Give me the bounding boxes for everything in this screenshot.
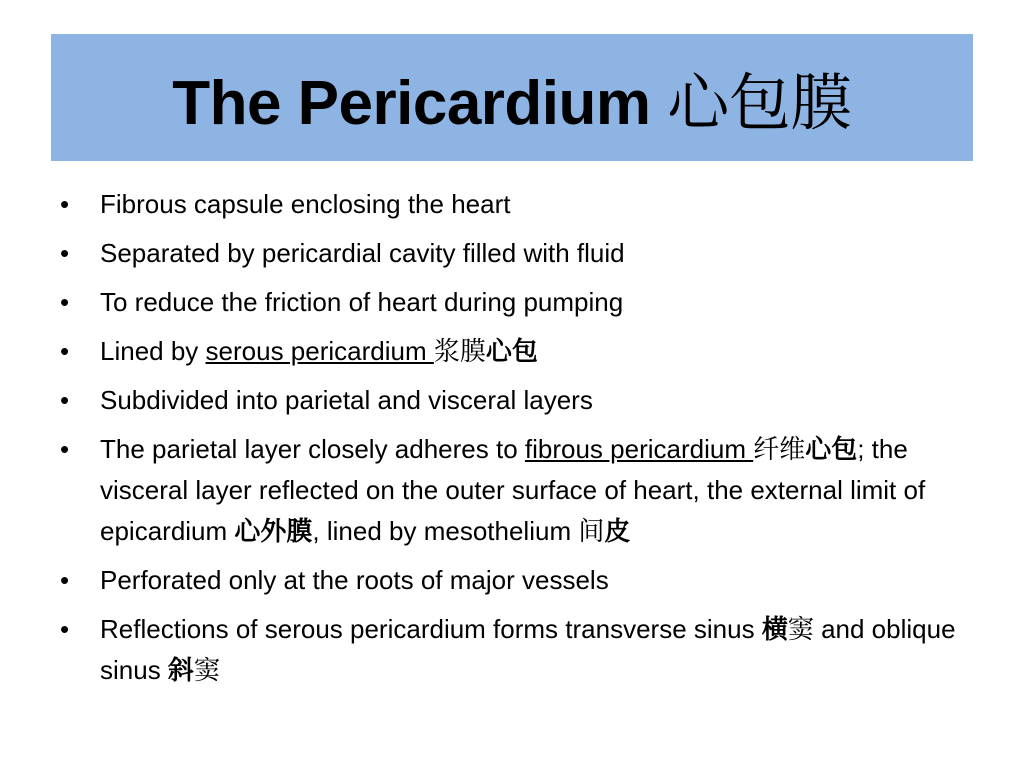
- cjk-term-bold: 皮: [604, 516, 631, 546]
- list-item-text: ; the visceral layer reflected on the outer surface of heart, the external limit of epicardium: [100, 434, 926, 546]
- list-item-text: , lined by mesothelium: [312, 516, 579, 546]
- list-item-text: Reflections of serous pericardium forms transverse sinus: [100, 614, 762, 644]
- cjk-term: 纤维: [753, 434, 806, 464]
- list-item: [58, 560, 958, 601]
- list-item: [58, 184, 958, 225]
- term-serous-pericardium: serous pericardium: [205, 336, 434, 366]
- cjk-term-bold: 心包: [485, 336, 538, 366]
- cjk-term: 窦: [193, 655, 220, 685]
- bullet-icon: •: [60, 287, 70, 317]
- list-item-text: Perforated only at the roots of major vessels: [100, 565, 609, 595]
- list-item: [58, 609, 958, 691]
- list-item: [58, 331, 958, 372]
- title-banner: [51, 34, 973, 161]
- list-item: [58, 233, 958, 274]
- cjk-term-bold: 斜: [167, 655, 194, 685]
- list-item-text: Subdivided into parietal and visceral layers: [100, 385, 593, 415]
- cjk-term-bold: 心外膜: [234, 516, 313, 546]
- slide-title: [172, 53, 852, 142]
- list-item-text: Separated by pericardial cavity filled with fluid: [100, 238, 625, 268]
- slide-title-text: The Pericardium: [172, 69, 651, 138]
- list-item-text: Lined by: [100, 336, 206, 366]
- cjk-term-bold: 横: [761, 614, 788, 644]
- bullet-icon: •: [60, 336, 70, 366]
- list-item-text: The parietal layer closely adheres to: [100, 434, 525, 464]
- bullet-icon: •: [60, 189, 70, 219]
- list-item-text: Fibrous capsule enclosing the heart: [100, 189, 511, 219]
- cjk-term: 浆膜: [433, 336, 486, 366]
- bullet-icon: •: [60, 614, 70, 644]
- list-item-text: and oblique sinus: [100, 614, 956, 685]
- bullet-icon: •: [60, 238, 70, 268]
- cjk-term-bold: 心包: [805, 434, 858, 464]
- list-item: [58, 380, 958, 421]
- bullet-list: [58, 184, 958, 699]
- list-item-text: To reduce the friction of heart during pumping: [100, 287, 624, 317]
- cjk-term: 窦: [787, 614, 814, 644]
- bullet-icon: •: [60, 385, 70, 415]
- list-item: [58, 282, 958, 323]
- slide-title-cjk: 心包膜: [667, 69, 852, 138]
- cjk-term: 间: [578, 516, 605, 546]
- term-fibrous-pericardium: fibrous pericardium: [524, 434, 754, 464]
- list-item: [58, 429, 958, 552]
- bullet-icon: •: [60, 565, 70, 595]
- bullet-icon: •: [60, 434, 70, 464]
